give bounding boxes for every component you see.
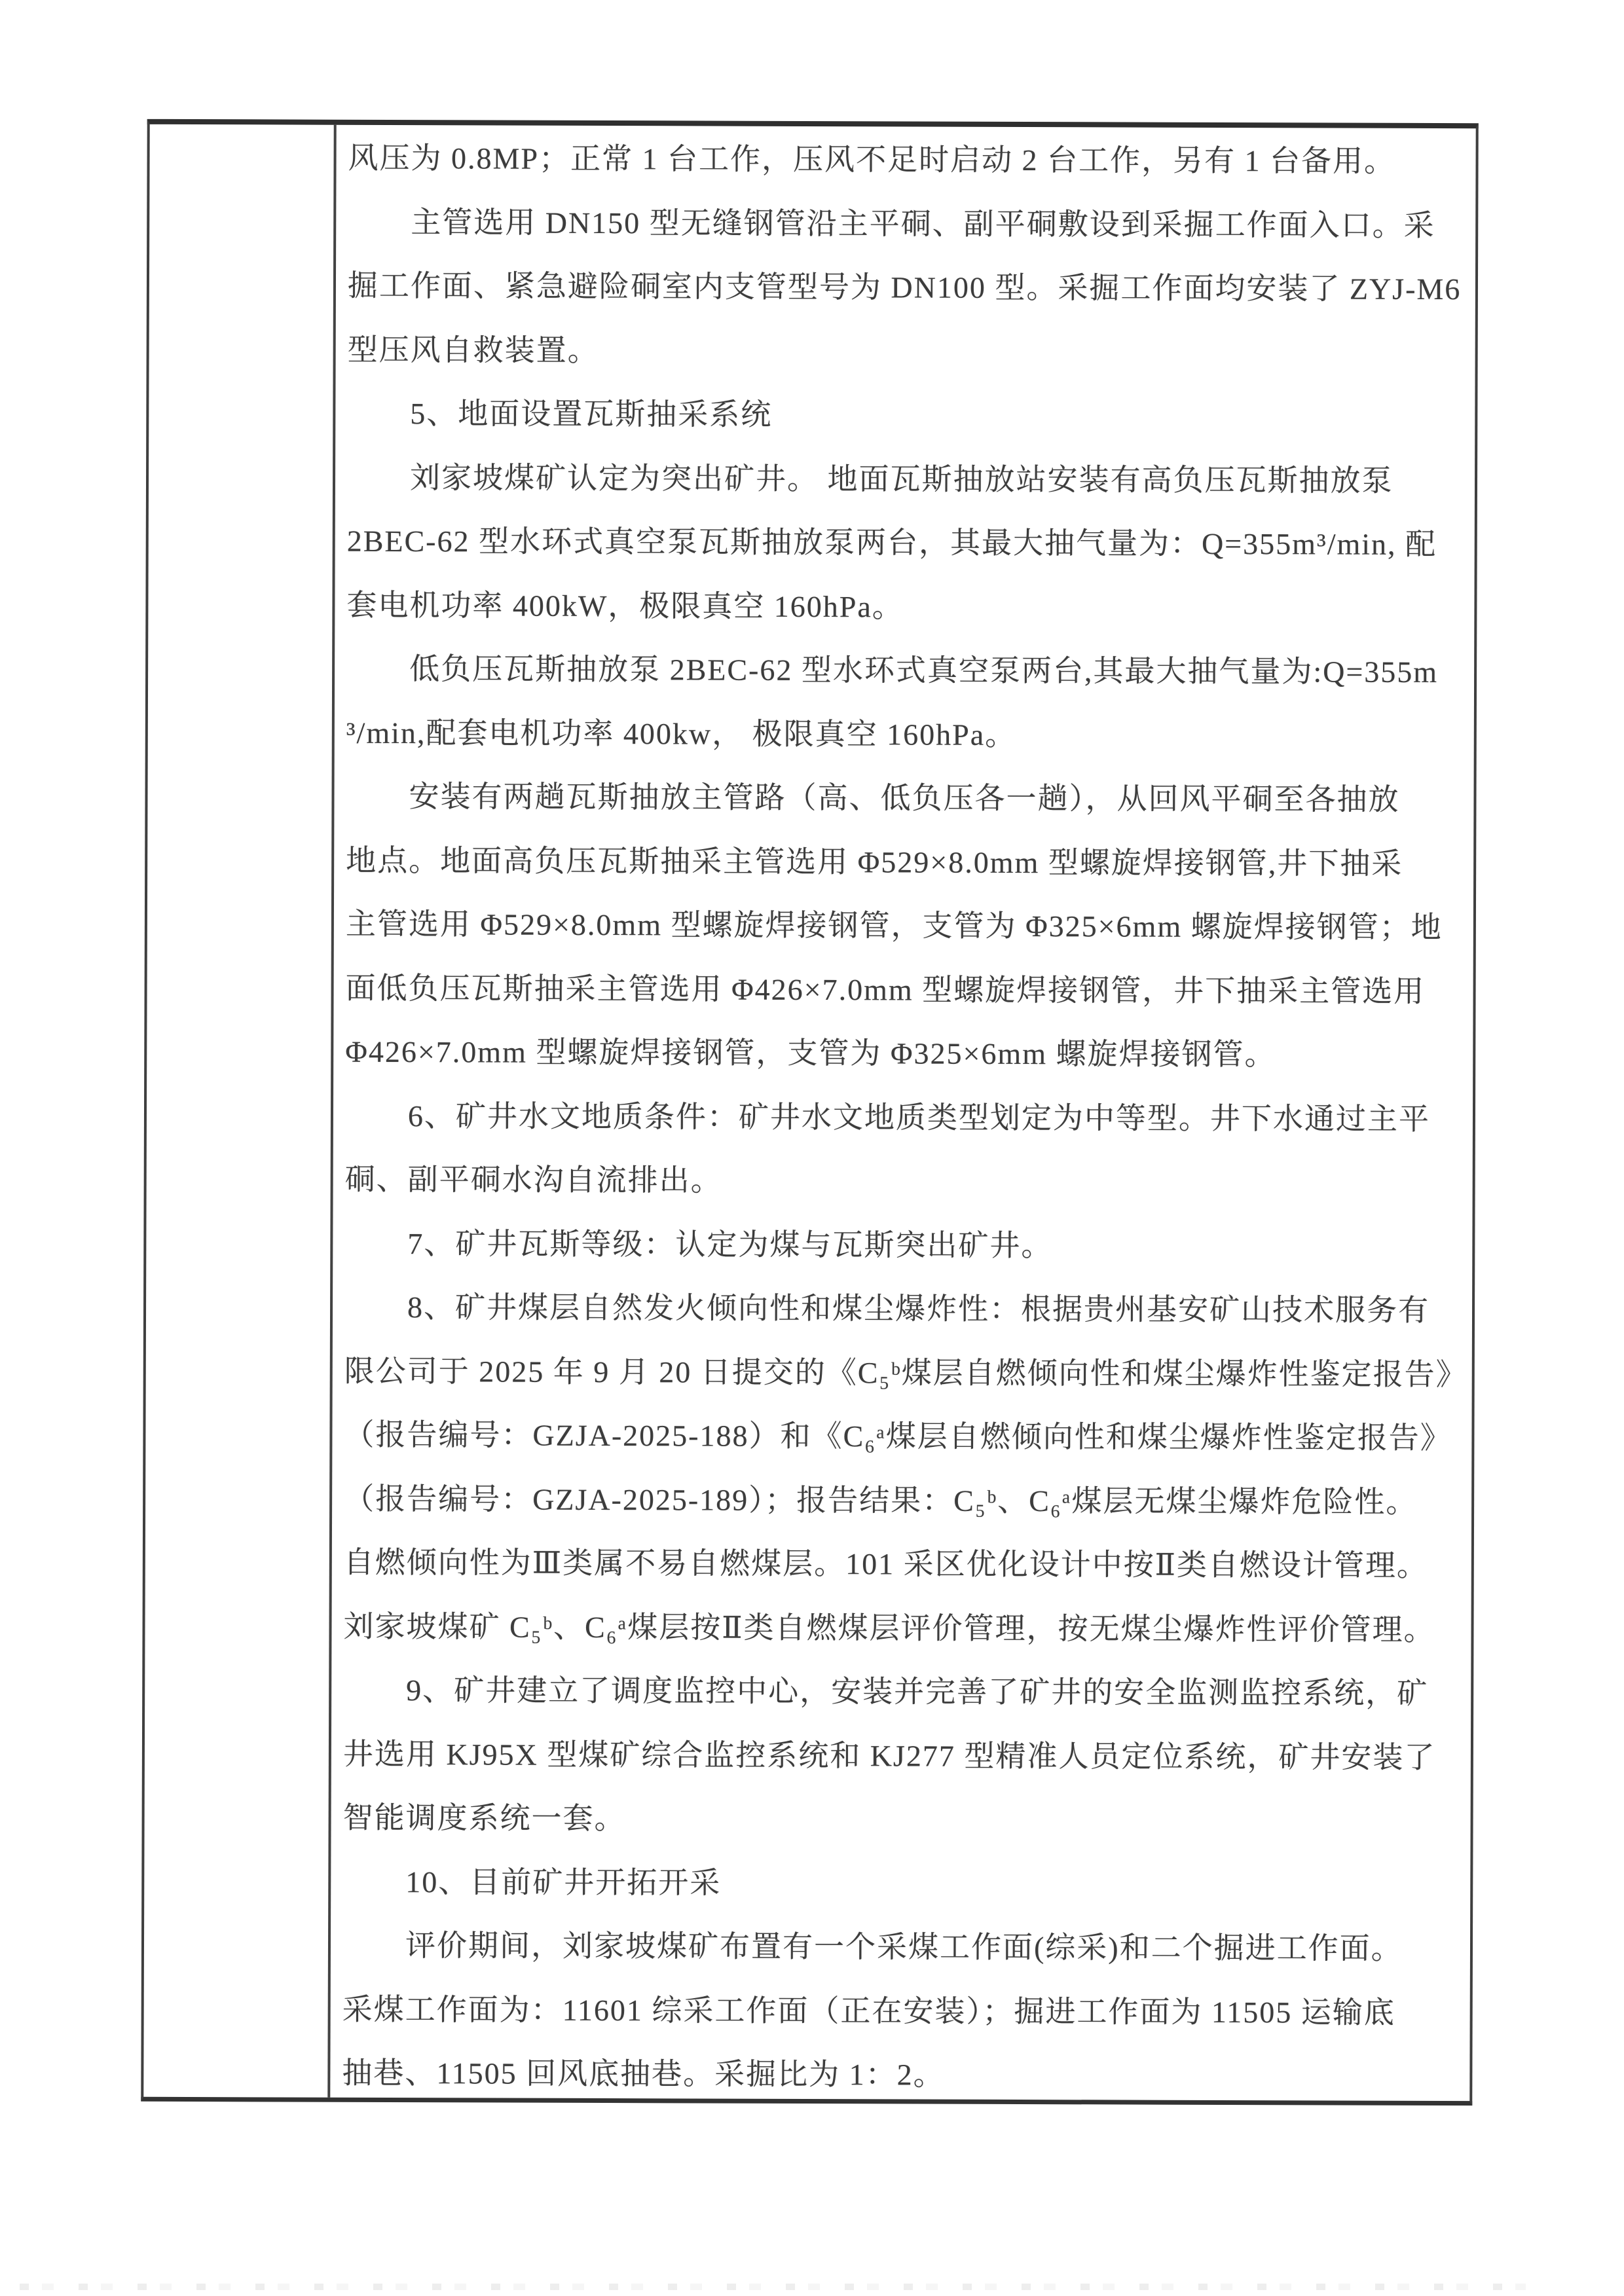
text-line: （报告编号：GZJA-2025-188）和《C₆ᵃ煤层自燃倾向性和煤尘爆炸性鉴定报告》 [344, 1417, 1452, 1455]
text-line: 8、矿井煤层自然发火倾向性和煤尘爆炸性：根据贵州基安矿山技术服务有 [407, 1290, 1430, 1327]
text-line: 风压为 0.8MP；正常 1 台工作，压风不足时启动 2 台工作，另有 1 台备用。 [348, 141, 1396, 178]
text-line: 6、矿井水文地质条件：矿井水文地质类型划定为中等型。井下水通过主平 [407, 1099, 1431, 1136]
text-line: 自燃倾向性为Ⅲ类属不易自燃煤层。101 采区优化设计中按Ⅱ类自燃设计管理。 [343, 1545, 1429, 1582]
text-line: 面低负压瓦斯抽采主管选用 Φ426×7.0mm 型螺旋焊接钢管，井下抽采主管选用 [345, 971, 1426, 1008]
text-line: 地点。地面高负压瓦斯抽采主管选用 Φ529×8.0mm 型螺旋焊接钢管,井下抽采 [346, 843, 1403, 881]
text-line: 主管选用 Φ529×8.0mm 型螺旋焊接钢管，支管为 Φ325×6mm 螺旋焊接钢管；地 [345, 907, 1443, 945]
text-line: 安装有两趟瓦斯抽放主管路（高、低负压各一趟），从回风平硐至各抽放 [409, 780, 1400, 816]
scan-artifact-noise [20, 2284, 1526, 2290]
table-body-cell [330, 125, 1475, 2101]
text-line: 井选用 KJ95X 型煤矿综合监控系统和 KJ277 型精准人员定位系统，矿井安装了 [342, 1737, 1436, 1774]
text-line: 套电机功率 400kW，极限真空 160hPa。 [346, 588, 904, 623]
document-table [141, 119, 1479, 2105]
text-line: 评价期间，刘家坡煤矿布置有一个采煤工作面(综采)和二个掘进工作面。 [405, 1929, 1403, 1965]
text-lines [342, 126, 1469, 2101]
text-line: ³/min,配套电机功率 400kw， 极限真空 160hPa。 [346, 716, 1017, 752]
text-line: 掘工作面、紧急避险硐室内支管型号为 DN100 型。采掘工作面均安装了 ZYJ-M6 [347, 268, 1462, 306]
text-line: 硐、副平硐水沟自流排出。 [344, 1162, 722, 1197]
text-line: 智能调度系统一套。 [342, 1800, 626, 1836]
text-line: 9、矿井建立了调度监控中心，安装并完善了矿井的安全监测监控系统，矿 [406, 1673, 1429, 1710]
text-line: 主管选用 DN150 型无缝钢管沿主平硐、副平硐敷设到采掘工作面入口。采 [411, 205, 1435, 242]
text-line: 低负压瓦斯抽放泵 2BEC-62 型水环式真空泵两台,其最大抽气量为:Q=355m [409, 652, 1439, 689]
table-left-cell [143, 124, 336, 2098]
text-line: 2BEC-62 型水环式真空泵瓦斯抽放泵两台，其最大抽气量为：Q=355m³/min, 配 [346, 524, 1437, 562]
text-line: 5、地面设置瓦斯抽采系统 [410, 397, 773, 431]
text-line: 抽巷、11505 回风底抽巷。采掘比为 1：2。 [342, 2056, 945, 2092]
text-line: 型压风自救装置。 [347, 333, 599, 367]
text-line: 采煤工作面为：11601 综采工作面（正在安装）；掘进工作面为 11505 运输底 [342, 1992, 1395, 2030]
text-line: 限公司于 2025 年 9 月 20 日提交的《C₅ᵇ煤层自燃倾向性和煤尘爆炸性鉴定报告》 [344, 1354, 1467, 1391]
text-line: 刘家坡煤矿 C₅ᵇ、C₆ᵃ煤层按Ⅱ类自燃煤层评价管理，按无煤尘爆炸性评价管理。 [343, 1609, 1435, 1647]
text-line: 刘家坡煤矿认定为突出矿井。 地面瓦斯抽放站安装有高负压瓦斯抽放泵 [409, 460, 1393, 498]
text-line: Φ426×7.0mm 型螺旋焊接钢管，支管为 Φ325×6mm 螺旋焊接钢管。 [345, 1034, 1276, 1072]
text-line: 10、目前矿井开拓开采 [405, 1865, 722, 1900]
text-line: （报告编号：GZJA-2025-189）；报告结果：C₅ᵇ、C₆ᵃ煤层无煤尘爆炸危险性。 [344, 1482, 1418, 1519]
text-line: 7、矿井瓦斯等级：认定为煤与瓦斯突出矿井。 [407, 1226, 1053, 1262]
